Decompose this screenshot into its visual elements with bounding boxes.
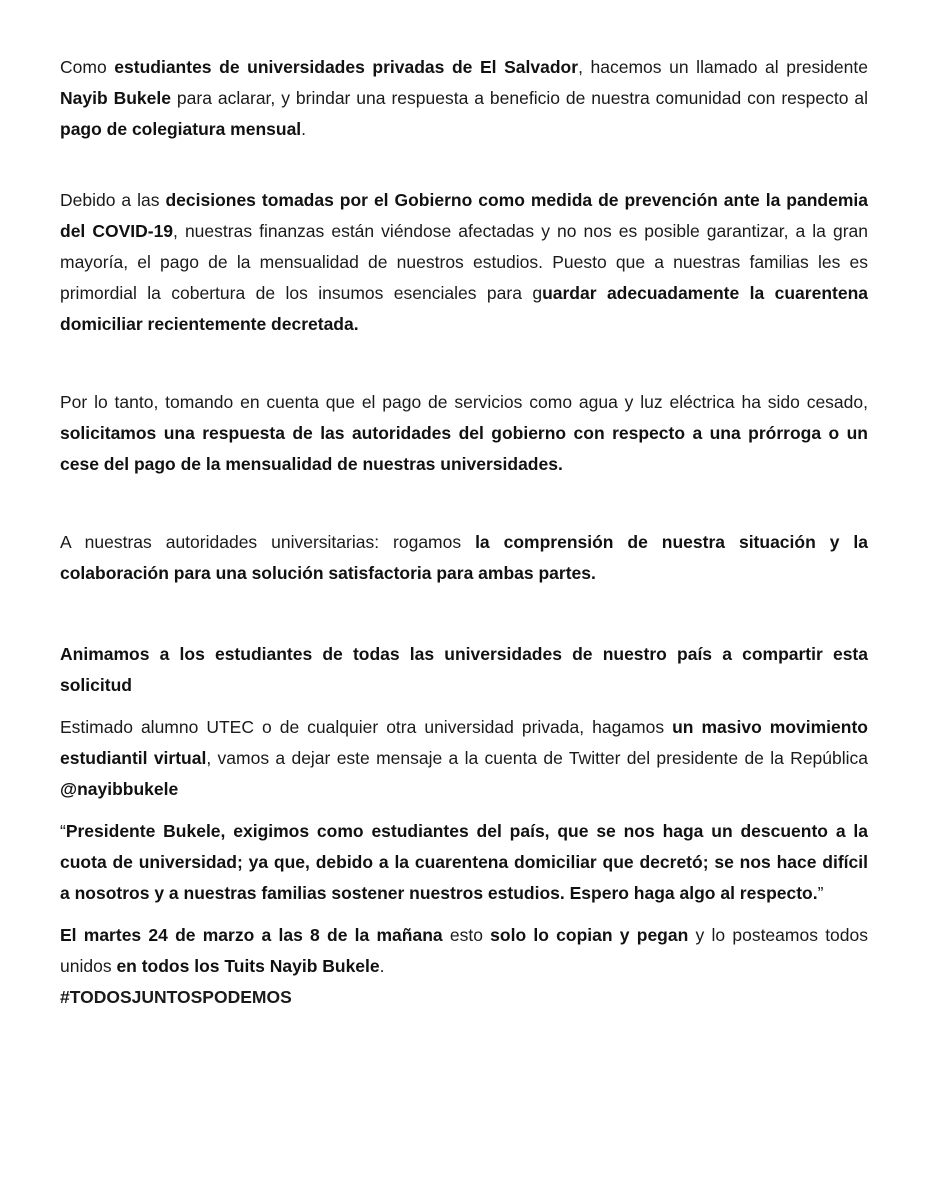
bold-text-segment: El martes 24 de marzo a las 8 de la mañana [60,925,443,945]
bold-text-segment: en todos los Tuits Nayib Bukele [116,956,380,976]
bold-text-segment: la comprensión de nuestra situación y la colaboración para una solución satisfactoria para ambas partes. [60,532,868,583]
letter-page [60,52,868,1013]
bold-text-segment: solo lo copian y pegan [490,925,689,945]
bold-text-segment: Animamos a los estudiantes de todas las universidades de nuestro país a compartir esta solicitud [60,644,868,695]
paragraph-encourage-sharing [60,639,868,701]
text-segment: Debido a las [60,190,166,210]
text-segment: esto [442,925,491,945]
paragraph-twitter-movement [60,712,868,805]
bold-text-segment: pago de colegiatura mensual [60,119,302,139]
paragraph-request-extension [60,387,868,480]
text-segment: , vamos a dejar este mensaje a la cuenta de Twitter del presidente de la República [206,748,869,768]
text-segment: ” [817,883,824,903]
text-segment: para aclarar, y brindar una respuesta a beneficio de nuestra comunidad con respecto al [170,88,868,108]
paragraph-schedule [60,920,868,982]
bold-text-segment: uardar adecuadamente la cuarentena domiciliar recientemente decretada. [60,283,868,334]
bold-text-segment: Nayib Bukele [60,88,171,108]
bold-text-segment: solicitamos una respuesta de las autoridades del gobierno con respecto a una prórroga o un cese del pago de la mensualidad de nuestras universidades. [60,423,868,474]
text-segment: Por lo tanto, tomando en cuenta que el pago de servicios como agua y luz eléctrica ha sido cesado, [60,392,868,412]
text-segment: Como [60,57,115,77]
bold-text-segment: @nayibbukele [60,779,179,799]
text-segment: A nuestras autoridades universitarias: rogamos [60,532,476,552]
bold-text-segment: decisiones tomadas por el Gobierno como medida de prevención ante la pandemia del COVID-19 [60,190,868,241]
text-segment: Estimado alumno UTEC o de cualquier otra universidad privada, hagamos [60,717,673,737]
bold-text-segment: Presidente Bukele, exigimos como estudiantes del país, que se nos haga un descuento a la cuota de universidad; ya que, debido a la cuarentena domiciliar que decretó; se nos hace difícil a nosotros y a nuestras familias sostener nuestros estudios. Espero haga algo al respecto. [60,821,868,903]
text-segment: y lo posteamos todos unidos [60,925,869,976]
bold-text-segment: un masivo movimiento estudiantil virtual [60,717,868,768]
paragraph-covid-finances [60,185,868,340]
paragraph-call-to-president [60,52,868,145]
text-segment: . [301,119,307,139]
text-segment: “ [60,821,66,841]
hashtag: #TODOSJUNTOSPODEMOS [60,987,292,1007]
text-segment: , nuestras finanzas están viéndose afectadas y no nos es posible garantizar, a la gran mayoría, el pago de la mensualidad de nuestros estudios. Puesto que a nuestras familias les es primordial la cobertura de los insumos esenciales para g [60,221,868,303]
paragraph-university-authorities [60,527,868,589]
bold-text-segment: estudiantes de universidades privadas de El Salvador [114,57,579,77]
paragraph-quoted-message [60,816,868,909]
text-segment: , hacemos un llamado al presidente [578,57,868,77]
text-segment: . [379,956,385,976]
